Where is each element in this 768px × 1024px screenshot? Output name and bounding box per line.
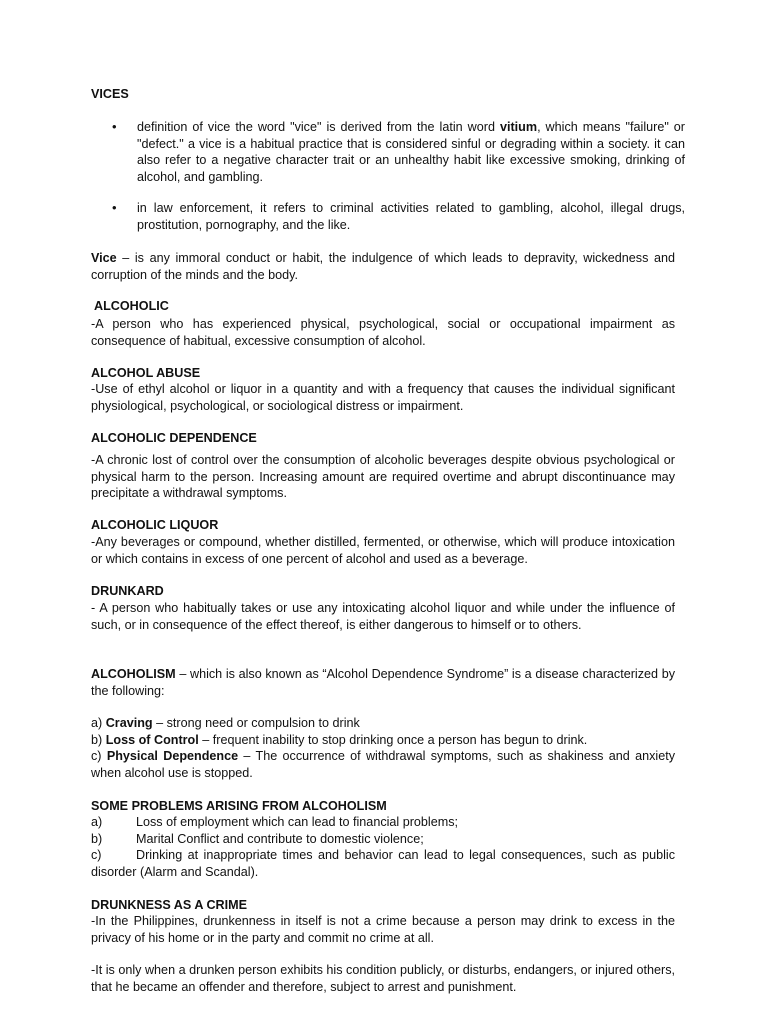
heading-alcoholic-dependence: ALCOHOLIC DEPENDENCE	[91, 431, 257, 445]
paragraph-alcoholic-dependence: -A chronic lost of control over the consumption of alcoholic beverages despite obvious psychological or physical harm to the person. Increasing amount are required overtime and abrupt discontinuance may precipitate a withdrawal symptoms.	[91, 453, 675, 500]
paragraph-alcoholic: -A person who has experienced physical, psychological, social or occupational impairment as consequence of habitual, excessive consumption of alcohol.	[91, 317, 675, 348]
list-item: c) Drinking at inappropriate times and behavior can lead to legal consequences, such as public disorder (Alarm and Scandal).	[91, 848, 675, 879]
paragraph-drunkness-2: -It is only when a drunken person exhibits his condition publicly, or disturbs, endangers, or injured others, that he became an offender and therefore, subject to arrest and punishment.	[91, 963, 675, 994]
bullet-text: in law enforcement, it refers to criminal activities related to gambling, alcohol, illegal drugs, prostitution, pornography, and the like.	[137, 201, 685, 232]
heading-alcoholic-liquor: ALCOHOLIC LIQUOR	[91, 518, 219, 532]
bullet-icon: •	[112, 119, 117, 134]
page-title: VICES	[91, 87, 129, 101]
list-item	[112, 119, 685, 185]
list-item	[112, 200, 685, 233]
paragraph-alcoholic-liquor: -Any beverages or compound, whether distilled, fermented, or otherwise, which will produce intoxication or which contains in excess of one percent of alcohol and used as a beverage.	[91, 535, 675, 566]
list-item: b) Loss of Control – frequent inability to stop drinking once a person has begun to drink.	[91, 732, 588, 747]
list-item: a) Loss of employment which can lead to financial problems;	[91, 815, 459, 829]
heading-drunkard: DRUNKARD	[91, 584, 164, 598]
paragraph-alcohol-abuse: -Use of ethyl alcohol or liquor in a quantity and with a frequency that causes the individual significant physiological, psychological, or sociological distress or impairment.	[91, 382, 675, 413]
heading-drunkness-as-a-crime: DRUNKNESS AS A CRIME	[91, 898, 248, 912]
heading-alcohol-abuse: ALCOHOL ABUSE	[91, 366, 201, 380]
alcoholism-definition: ALCOHOLISM – which is also known as “Alcohol Dependence Syndrome” is a disease characterized by the following:	[91, 667, 675, 698]
alcoholism-characteristics	[91, 715, 675, 781]
heading-alcoholic: ALCOHOLIC	[94, 299, 169, 313]
paragraph-drunkness-1: -In the Philippines, drunkenness in itself is not a crime because a person may drink to excess in the privacy of his home or in the party and commit no crime at all.	[91, 914, 675, 945]
problems-list	[91, 814, 675, 880]
heading-problems: SOME PROBLEMS ARISING FROM ALCOHOLISM	[91, 799, 387, 813]
list-item: b) Marital Conflict and contribute to domestic violence;	[91, 831, 424, 846]
paragraph-drunkard: - A person who habitually takes or use any intoxicating alcohol liquor and while under the influence of such, or in consequence of the effect thereof, is either dangerous to himself or to others.	[91, 601, 675, 632]
vice-definition: Vice – is any immoral conduct or habit, the indulgence of which leads to depravity, wickedness and corruption of the minds and the body.	[91, 251, 675, 282]
bullet-icon: •	[112, 200, 117, 215]
bullet-text: definition of vice the word "vice" is derived from the latin word vitium, which means "failure" or "defect." a vice is a habitual practice that is considered sinful or degrading within a society. it can also refer to a negative character trait or an unhealthy habit like excessive smoking, drinking of alcohol, and gambling.	[137, 120, 686, 184]
list-item: c) Physical Dependence – The occurrence of withdrawal symptoms, such as shakiness and anxiety when alcohol use is stopped.	[91, 749, 675, 780]
list-item: a) Craving – strong need or compulsion to drink	[91, 716, 360, 730]
